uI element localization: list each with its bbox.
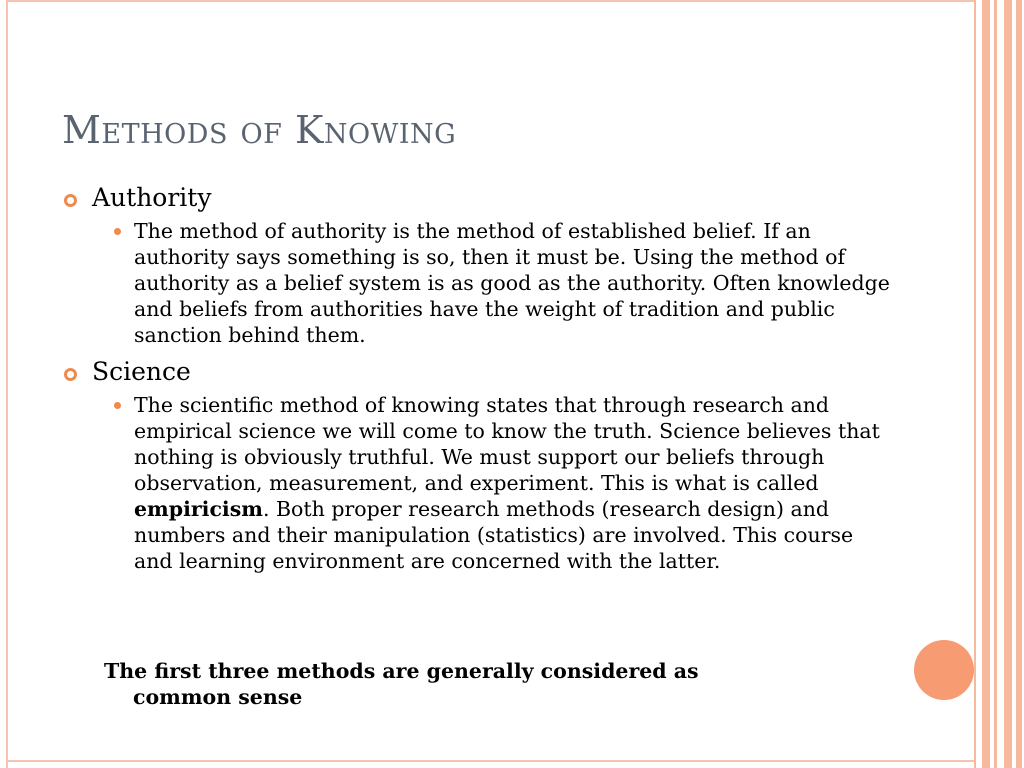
stripe [974, 0, 976, 768]
summary-line-1: The first three methods are generally considered as [104, 659, 699, 683]
bullet-authority [62, 182, 892, 214]
frame-bottom-line [6, 760, 974, 762]
summary-note [104, 658, 864, 710]
stripe [1004, 0, 1012, 768]
authority-description [62, 218, 892, 348]
authority-text: The method of authority is the method of established belief. If an authority says something is so, then it must be. Using the method of authority as a belief system is as good as the authority. Often knowledge and beliefs from authorities have the weight of tradition and public sanction behind them. [134, 219, 890, 347]
summary-line-2: common sense [133, 685, 303, 709]
stripe [1016, 0, 1022, 768]
science-emphasis: empiricism [134, 497, 263, 521]
slide-title: Methods of Knowing [62, 108, 457, 152]
frame-top-line [6, 0, 974, 2]
heading-science: Science [92, 357, 191, 386]
stripe [994, 0, 997, 768]
decorative-stripes [974, 0, 1024, 768]
frame-left-line [6, 0, 8, 768]
dot-bullet-icon [114, 228, 121, 235]
stripe [982, 0, 990, 768]
science-text-before: The scientific method of knowing states that through research and empirical science we will come to know the truth. Science believes that nothing is obviously truthful. We must support our beliefs through observation, measurement, and experiment. This is what is called [134, 393, 880, 495]
decorative-circle [914, 640, 974, 700]
dot-bullet-icon [114, 402, 121, 409]
ring-bullet-icon [64, 194, 77, 207]
ring-bullet-icon [64, 368, 77, 381]
science-text-after: . Both proper research methods (research design) and numbers and their manipulation (statistics) are involved. This course and learning environment are concerned with the latter. [134, 497, 854, 573]
bullet-science [62, 356, 892, 388]
heading-authority: Authority [92, 183, 212, 212]
slide-body [62, 180, 892, 582]
science-description [62, 392, 892, 574]
